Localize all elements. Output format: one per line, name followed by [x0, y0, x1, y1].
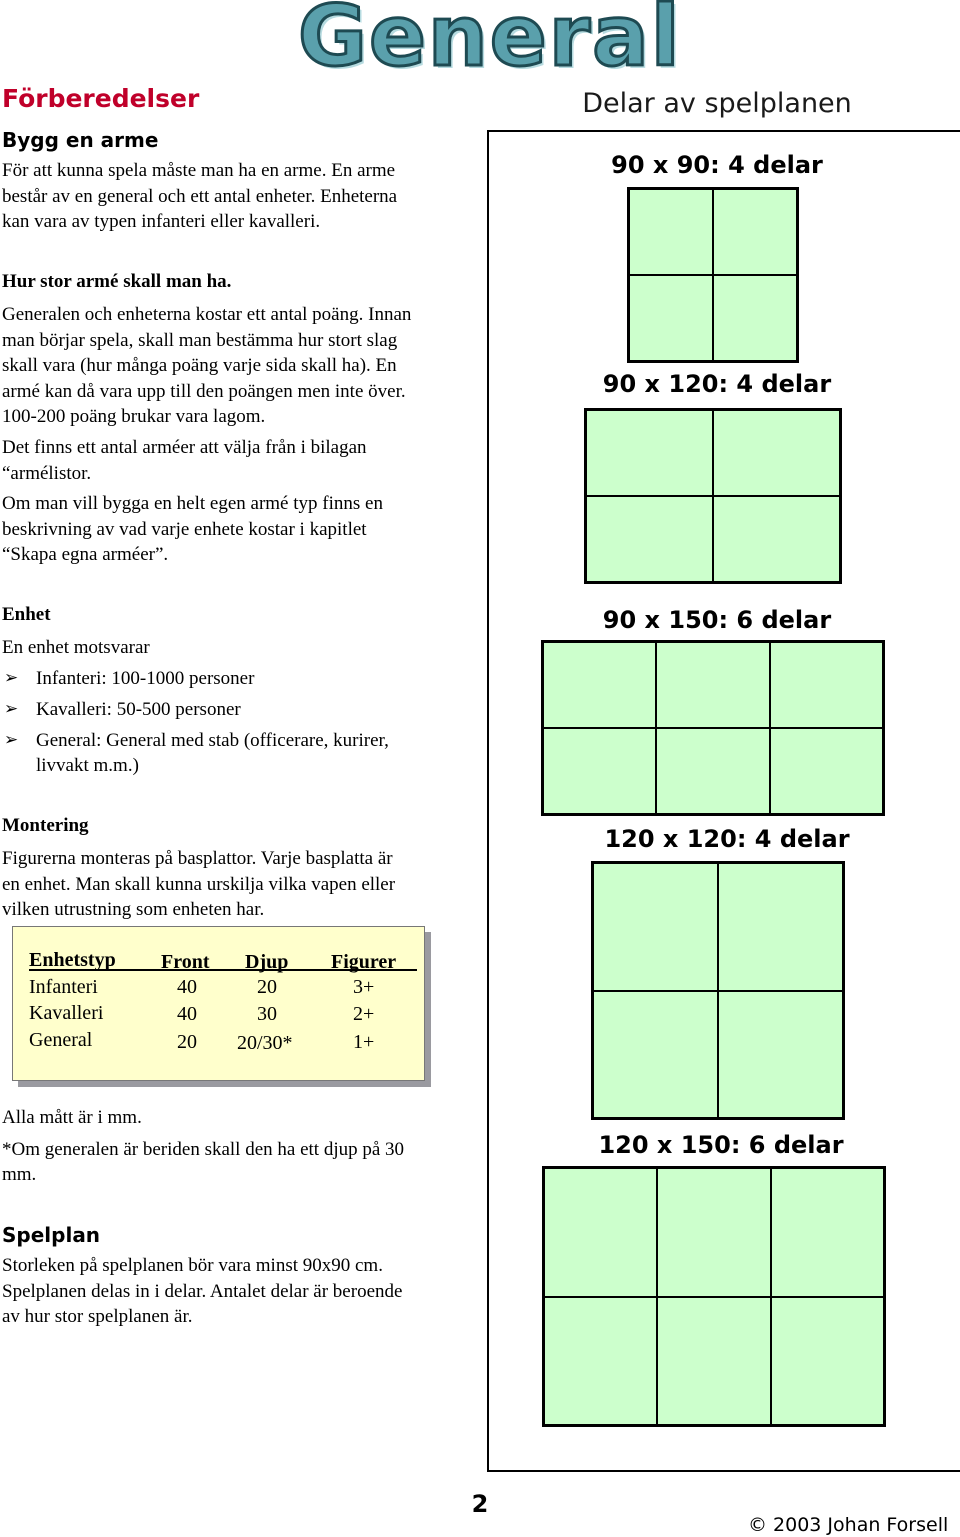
board-cell — [593, 863, 718, 991]
board-cell — [586, 410, 713, 496]
board-cell — [713, 496, 840, 582]
board-cell — [718, 863, 843, 991]
board-cell — [713, 275, 797, 361]
board-cell — [771, 1297, 884, 1426]
board-cell — [657, 1297, 770, 1426]
arrowhead-bullet-icon: ➢ — [4, 730, 19, 750]
board-cell — [713, 189, 797, 275]
board-title: Spelplan — [2, 1223, 101, 1247]
table-header: Enhetstyp — [29, 949, 116, 971]
board-cell — [543, 728, 656, 814]
build-army-title: Bygg en arme — [2, 128, 159, 152]
table-cell: 2+ — [353, 1003, 375, 1025]
army-size-title: Hur stor armé skall man ha. — [2, 271, 232, 292]
board-cell — [593, 991, 718, 1119]
table-cell: Kavalleri — [29, 1002, 104, 1024]
table-cell: 1+ — [353, 1031, 375, 1053]
board-text: Storleken på spelplanen bör vara minst 90x90 cm. Spelplanen delas in i delar. Antalet delar är beroende av hur stor spelplanen är. — [2, 1255, 403, 1327]
arrowhead-bullet-icon: ➢ — [4, 668, 19, 688]
unit-intro: En enhet motsvarar — [2, 637, 150, 658]
board-cell — [713, 410, 840, 496]
board-caption: 90 x 120: 4 delar — [602, 370, 832, 398]
table-header: Djup — [245, 951, 289, 973]
board-cell — [770, 642, 883, 728]
board-grid — [541, 640, 885, 816]
unit-bullet-list — [2, 666, 472, 784]
board-cell — [544, 1297, 657, 1426]
board-cell — [586, 496, 713, 582]
list-item-continuation: livvakt m.m.) — [36, 755, 139, 776]
table-cell: 20/30* — [237, 1032, 293, 1054]
table-cell: 20 — [177, 1031, 197, 1053]
board-cell — [718, 991, 843, 1119]
arrowhead-bullet-icon: ➢ — [4, 699, 19, 719]
copyright: © 2003 Johan Forsell — [748, 1514, 949, 1536]
board-cell — [656, 642, 769, 728]
page-number: 2 — [471, 1490, 489, 1518]
army-size-paragraph-2: Det finns ett antal arméer att välja från i bilagan “armélistor. — [2, 437, 367, 484]
list-item: ➢ Infanteri: 100-1000 personer — [4, 668, 255, 689]
table-header: Figurer — [331, 951, 397, 973]
table-cell: 40 — [177, 1003, 197, 1025]
unit-title: Enhet — [2, 604, 51, 625]
build-army-text: För att kunna spela måste man ha en arme. En arme består av en general och ett antal enheter. Enheterna kan vara av typen infanteri eller kavalleri. — [2, 160, 398, 232]
logo-title: General — [298, 0, 682, 85]
board-cell — [656, 728, 769, 814]
table-header: Front — [161, 951, 210, 973]
section-title: Förberedelser — [2, 84, 200, 113]
table-cell: 3+ — [353, 976, 375, 998]
board-panel-bottom-rule — [487, 1470, 960, 1472]
board-cell — [629, 189, 713, 275]
board-grid — [627, 187, 799, 363]
board-caption: 120 x 150: 6 delar — [598, 1131, 844, 1159]
board-grid — [591, 861, 845, 1120]
list-item: ➢ Kavalleri: 50-500 personer — [4, 699, 241, 720]
army-size-paragraph-1: Generalen och enheterna kostar ett antal poäng. Innan man börjar spela, skall man bestämma hur stort slag skall vara (hur många poäng varje sida skall ha). En armé kan då vara upp till den poängen men inte över. 100-200 poäng brukar vara lagom. — [2, 304, 412, 427]
table-cell: Infanteri — [29, 976, 98, 998]
measurement-notes: Alla mått är i mm. *Om generalen är beriden skall den ha ett djup på 30 mm. — [2, 1107, 405, 1185]
table-cell: General — [29, 1029, 93, 1051]
board-cell — [629, 275, 713, 361]
board-caption: 90 x 150: 6 delar — [602, 606, 832, 634]
board-cell — [543, 642, 656, 728]
board-cell — [544, 1168, 657, 1297]
board-caption: 120 x 120: 4 delar — [604, 825, 850, 853]
list-item: ➢ General: General med stab (officerare, kurirer, — [4, 730, 389, 751]
table-cell: 30 — [257, 1003, 277, 1025]
table-cell: 40 — [177, 976, 197, 998]
panel-title: Delar av spelplanen — [582, 88, 852, 119]
table-header-rule — [29, 969, 417, 971]
board-cell — [657, 1168, 770, 1297]
board-grid — [542, 1166, 886, 1427]
board-cell — [771, 1168, 884, 1297]
army-size-paragraph-3: Om man vill bygga en helt egen armé typ finns en beskrivning av vad varje enhete kostar i kapitlet “Skapa egna arméer”. — [2, 493, 383, 565]
table-cell: 20 — [257, 976, 277, 998]
board-cell — [770, 728, 883, 814]
board-grid — [584, 408, 842, 584]
mounting-text: Figurerna monteras på basplattor. Varje basplatta är en enhet. Man skall kunna urskilja vilka vapen eller vilken utrustning som enheten har. — [2, 848, 396, 920]
board-caption: 90 x 90: 4 delar — [611, 151, 823, 179]
mounting-title: Montering — [2, 815, 89, 836]
